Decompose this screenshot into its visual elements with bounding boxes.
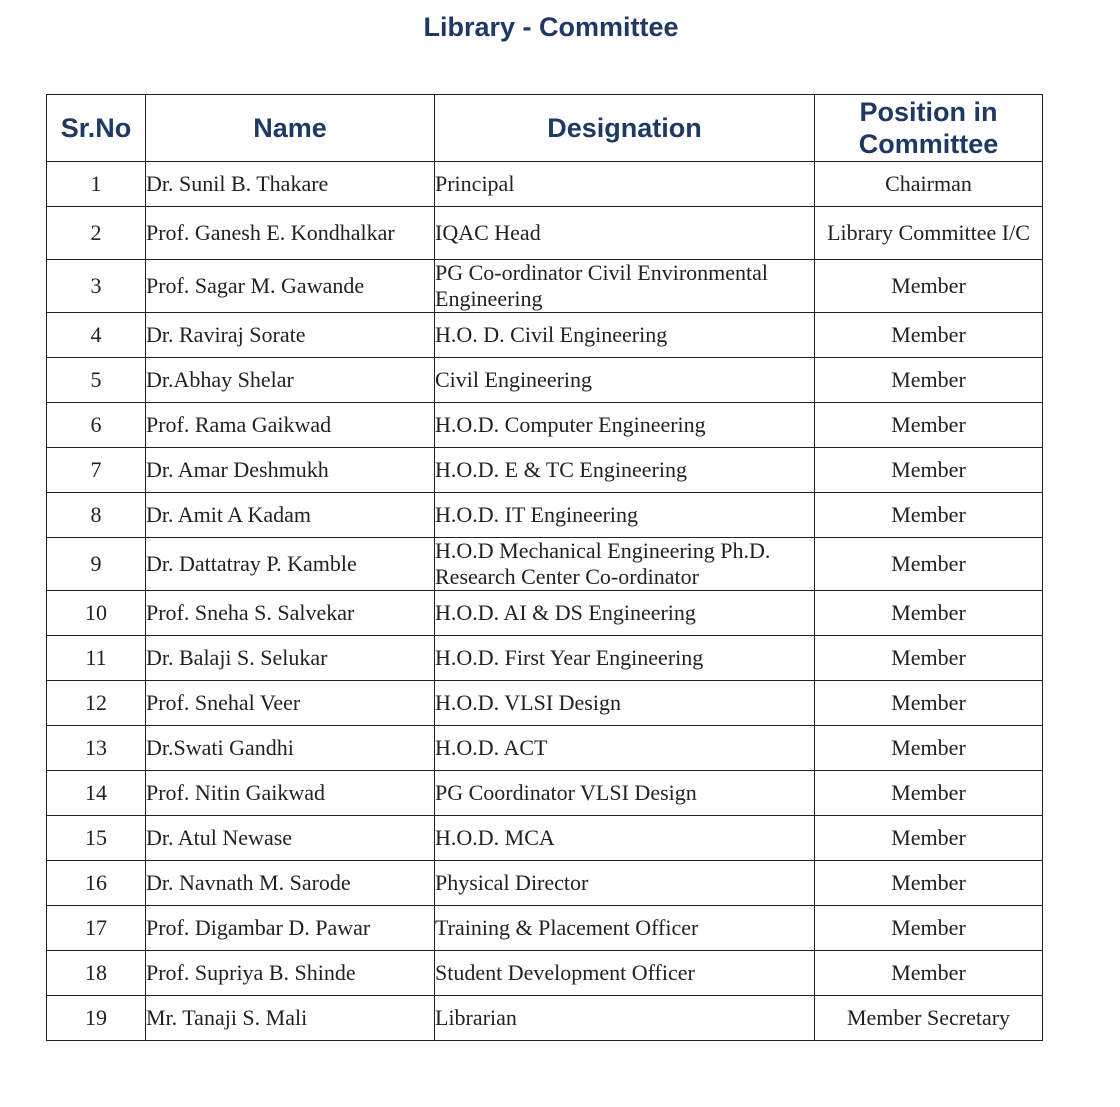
position-cell: Member	[815, 448, 1043, 493]
position-cell: Member	[815, 591, 1043, 636]
name-cell: Dr.Abhay Shelar	[146, 358, 435, 403]
table-row	[47, 681, 1043, 726]
position-cell: Library Committee I/C	[815, 207, 1043, 260]
table-row	[47, 906, 1043, 951]
name-cell: Prof. Digambar D. Pawar	[146, 906, 435, 951]
designation-cell: H.O.D. First Year Engineering	[435, 636, 815, 681]
committee-table	[46, 94, 1043, 1041]
header-row	[47, 95, 1043, 162]
designation-cell: PG Coordinator VLSI Design	[435, 771, 815, 816]
position-cell: Member	[815, 861, 1043, 906]
designation-cell: PG Co-ordinator Civil Environmental Engineering	[435, 260, 815, 313]
table-row	[47, 726, 1043, 771]
table-row	[47, 591, 1043, 636]
designation-cell: Civil Engineering	[435, 358, 815, 403]
name-cell: Dr. Atul Newase	[146, 816, 435, 861]
position-cell: Member	[815, 681, 1043, 726]
sr-no-cell: 3	[47, 260, 146, 313]
position-cell: Member	[815, 906, 1043, 951]
position-cell: Member	[815, 636, 1043, 681]
table-row	[47, 313, 1043, 358]
sr-no-cell: 2	[47, 207, 146, 260]
name-cell: Dr. Dattatray P. Kamble	[146, 538, 435, 591]
sr-no-cell: 5	[47, 358, 146, 403]
position-cell: Chairman	[815, 162, 1043, 207]
sr-no-cell: 16	[47, 861, 146, 906]
designation-cell: H.O.D. IT Engineering	[435, 493, 815, 538]
position-cell: Member	[815, 951, 1043, 996]
name-cell: Prof. Sagar M. Gawande	[146, 260, 435, 313]
position-cell: Member	[815, 538, 1043, 591]
position-cell: Member	[815, 816, 1043, 861]
position-cell: Member	[815, 771, 1043, 816]
designation-cell: H.O.D. E & TC Engineering	[435, 448, 815, 493]
sr-no-cell: 15	[47, 816, 146, 861]
sr-no-cell: 14	[47, 771, 146, 816]
sr-no-cell: 12	[47, 681, 146, 726]
table-row	[47, 358, 1043, 403]
table-row	[47, 260, 1043, 313]
table-row	[47, 996, 1043, 1041]
sr-no-cell: 11	[47, 636, 146, 681]
designation-cell: H.O.D. VLSI Design	[435, 681, 815, 726]
table-row	[47, 951, 1043, 996]
designation-cell: Librarian	[435, 996, 815, 1041]
sr-no-cell: 13	[47, 726, 146, 771]
designation-cell: Training & Placement Officer	[435, 906, 815, 951]
designation-cell: Physical Director	[435, 861, 815, 906]
designation-cell: H.O.D. Computer Engineering	[435, 403, 815, 448]
designation-cell: IQAC Head	[435, 207, 815, 260]
name-cell: Dr. Balaji S. Selukar	[146, 636, 435, 681]
name-cell: Mr. Tanaji S. Mali	[146, 996, 435, 1041]
name-cell: Dr. Sunil B. Thakare	[146, 162, 435, 207]
sr-no-cell: 8	[47, 493, 146, 538]
page-title: Library - Committee	[423, 12, 679, 42]
sr-no-cell: 18	[47, 951, 146, 996]
table-row	[47, 448, 1043, 493]
designation-cell: Principal	[435, 162, 815, 207]
table-row	[47, 636, 1043, 681]
designation-cell: H.O.D. ACT	[435, 726, 815, 771]
header-sr-no: Sr.No	[47, 95, 146, 162]
table-row	[47, 816, 1043, 861]
sr-no-cell: 6	[47, 403, 146, 448]
designation-cell: H.O.D. AI & DS Engineering	[435, 591, 815, 636]
table-row	[47, 493, 1043, 538]
position-cell: Member	[815, 313, 1043, 358]
position-cell: Member	[815, 260, 1043, 313]
name-cell: Dr. Navnath M. Sarode	[146, 861, 435, 906]
table-row	[47, 861, 1043, 906]
position-cell: Member	[815, 493, 1043, 538]
name-cell: Dr. Raviraj Sorate	[146, 313, 435, 358]
sr-no-cell: 10	[47, 591, 146, 636]
designation-cell: H.O. D. Civil Engineering	[435, 313, 815, 358]
header-position: Position in Committee	[815, 95, 1043, 162]
sr-no-cell: 19	[47, 996, 146, 1041]
position-cell: Member	[815, 358, 1043, 403]
sr-no-cell: 9	[47, 538, 146, 591]
table-row	[47, 403, 1043, 448]
table-row	[47, 771, 1043, 816]
sr-no-cell: 1	[47, 162, 146, 207]
name-cell: Prof. Supriya B. Shinde	[146, 951, 435, 996]
sr-no-cell: 17	[47, 906, 146, 951]
name-cell: Prof. Snehal Veer	[146, 681, 435, 726]
header-name: Name	[146, 95, 435, 162]
designation-cell: H.O.D. MCA	[435, 816, 815, 861]
table-row	[47, 162, 1043, 207]
sr-no-cell: 4	[47, 313, 146, 358]
table-row	[47, 538, 1043, 591]
name-cell: Dr. Amit A Kadam	[146, 493, 435, 538]
name-cell: Prof. Sneha S. Salvekar	[146, 591, 435, 636]
designation-cell: H.O.D Mechanical Engineering Ph.D. Research Center Co-ordinator	[435, 538, 815, 591]
name-cell: Dr. Amar Deshmukh	[146, 448, 435, 493]
designation-cell: Student Development Officer	[435, 951, 815, 996]
position-cell: Member	[815, 403, 1043, 448]
sr-no-cell: 7	[47, 448, 146, 493]
name-cell: Prof. Nitin Gaikwad	[146, 771, 435, 816]
table-row	[47, 207, 1043, 260]
table-body	[47, 162, 1043, 1041]
name-cell: Prof. Rama Gaikwad	[146, 403, 435, 448]
name-cell: Prof. Ganesh E. Kondhalkar	[146, 207, 435, 260]
position-cell: Member Secretary	[815, 996, 1043, 1041]
position-cell: Member	[815, 726, 1043, 771]
header-designation: Designation	[435, 95, 815, 162]
name-cell: Dr.Swati Gandhi	[146, 726, 435, 771]
